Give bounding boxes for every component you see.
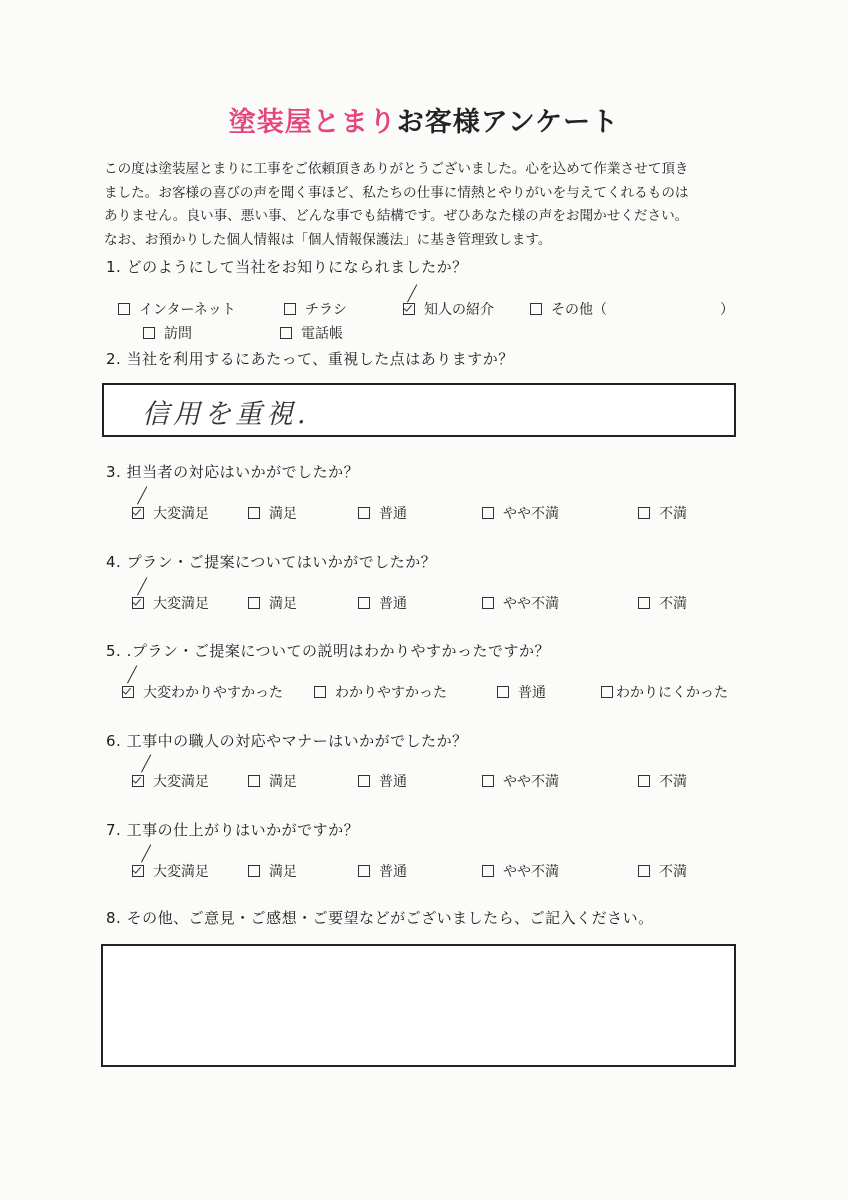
intro-line: この度は塗装屋とまりに工事をご依頼頂きありがとうございました。心を込めて作業させて頂き: [104, 161, 689, 177]
q5-option-2[interactable]: わかりやすかった: [314, 682, 447, 702]
q8-answer-box[interactable]: [101, 944, 736, 1067]
checkbox[interactable]: [638, 597, 650, 609]
checkbox-checked[interactable]: [132, 775, 144, 787]
q1-option-internet[interactable]: インターネット: [118, 299, 236, 319]
handwritten-check-icon: [141, 754, 151, 772]
q3-option-3[interactable]: 普通: [358, 503, 407, 523]
checkbox[interactable]: [248, 775, 260, 787]
page-title: [0, 100, 848, 139]
question-4: 4. プラン・ご提案についてはいかがでしたか？: [106, 553, 437, 571]
checkbox[interactable]: [638, 507, 650, 519]
intro-line: ありません。良い事、悪い事、どんな事でも結構です。ぜひあなた様の声をお聞かせください。: [104, 208, 689, 224]
q5-option-3[interactable]: 普通: [497, 682, 546, 702]
question-7: 7. 工事の仕上がりはいかがですか？: [106, 821, 360, 839]
q7-option-4[interactable]: やや不満: [482, 861, 559, 881]
intro-line: ました。お客様の喜びの声を聞く事ほど、私たちの仕事に情熱とやりがいを与えてくれるものは: [104, 184, 689, 201]
checkbox[interactable]: [248, 865, 260, 877]
q6-option-3[interactable]: 普通: [358, 771, 407, 791]
checkbox-checked[interactable]: [122, 686, 134, 698]
q1-other-close-paren: ）: [720, 302, 734, 318]
q1-option-visit[interactable]: 訪問: [143, 323, 192, 343]
checkbox-checked[interactable]: [132, 507, 144, 519]
q1-option-referral[interactable]: 知人の紹介: [403, 299, 494, 319]
checkbox[interactable]: [284, 303, 296, 315]
checkbox[interactable]: [497, 686, 509, 698]
q4-option-5[interactable]: 不満: [638, 593, 687, 613]
q4-option-3[interactable]: 普通: [358, 593, 407, 613]
checkbox-checked[interactable]: [403, 303, 415, 315]
question-5: 5. .プラン・ご提案についての説明はわかりやすかったですか？: [106, 642, 551, 660]
q1-option-flyer[interactable]: チラシ: [284, 299, 347, 319]
question-8: 8. その他、ご意見・ご感想・ご要望などがございましたら、ご記入ください。: [106, 909, 654, 927]
checkbox[interactable]: [248, 507, 260, 519]
question-2: 2. 当社を利用するにあたって、重視した点はありますか？: [106, 350, 514, 368]
checkbox[interactable]: [482, 507, 494, 519]
checkbox[interactable]: [358, 507, 370, 519]
question-1: 1. どのようにして当社をお知りになられましたか？: [106, 258, 468, 276]
intro-line: なお、お預かりした個人情報は「個人情報保護法」に基き管理致します。: [104, 231, 552, 248]
q6-option-2[interactable]: 満足: [248, 771, 297, 791]
q7-option-3[interactable]: 普通: [358, 861, 407, 881]
q5-option-4[interactable]: わかりにくかった: [601, 682, 728, 702]
checkbox[interactable]: [638, 775, 650, 787]
q4-option-1[interactable]: 大変満足: [132, 593, 209, 613]
q1-option-phonebook[interactable]: 電話帳: [280, 323, 343, 343]
question-3: 3. 担当者の対応はいかがでしたか？: [106, 463, 360, 481]
checkbox[interactable]: [314, 686, 326, 698]
checkbox[interactable]: [601, 686, 613, 698]
checkbox-checked[interactable]: [132, 597, 144, 609]
q3-option-5[interactable]: 不満: [638, 503, 687, 523]
q7-option-1[interactable]: 大変満足: [132, 861, 209, 881]
checkbox[interactable]: [482, 597, 494, 609]
checkbox[interactable]: [358, 775, 370, 787]
q6-option-4[interactable]: やや不満: [482, 771, 559, 791]
checkbox[interactable]: [638, 865, 650, 877]
handwritten-check-icon: [137, 486, 147, 504]
checkbox[interactable]: [482, 865, 494, 877]
brand-name: 塗装屋とまり: [228, 107, 397, 138]
checkbox[interactable]: [280, 327, 292, 339]
checkbox[interactable]: [530, 303, 542, 315]
q4-option-4[interactable]: やや不満: [482, 593, 559, 613]
q2-handwritten-answer: 信用を重視.: [142, 399, 310, 430]
checkbox[interactable]: [248, 597, 260, 609]
q3-option-2[interactable]: 満足: [248, 503, 297, 523]
q7-option-5[interactable]: 不満: [638, 861, 687, 881]
checkbox[interactable]: [482, 775, 494, 787]
q4-option-2[interactable]: 満足: [248, 593, 297, 613]
q5-option-1[interactable]: 大変わかりやすかった: [122, 682, 283, 702]
checkbox[interactable]: [358, 865, 370, 877]
checkbox[interactable]: [358, 597, 370, 609]
q3-option-1[interactable]: 大変満足: [132, 503, 209, 523]
question-6: 6. 工事中の職人の対応やマナーはいかがでしたか？: [106, 732, 468, 750]
checkbox[interactable]: [118, 303, 130, 315]
q1-option-other[interactable]: その他（: [530, 299, 607, 319]
intro-paragraph: [104, 158, 764, 252]
checkbox-checked[interactable]: [132, 865, 144, 877]
checkbox[interactable]: [143, 327, 155, 339]
handwritten-check-icon: [127, 665, 137, 683]
q3-option-4[interactable]: やや不満: [482, 503, 559, 523]
handwritten-check-icon: [141, 844, 151, 862]
q7-option-2[interactable]: 満足: [248, 861, 297, 881]
title-text: お客様アンケート: [396, 107, 620, 138]
q6-option-5[interactable]: 不満: [638, 771, 687, 791]
q6-option-1[interactable]: 大変満足: [132, 771, 209, 791]
